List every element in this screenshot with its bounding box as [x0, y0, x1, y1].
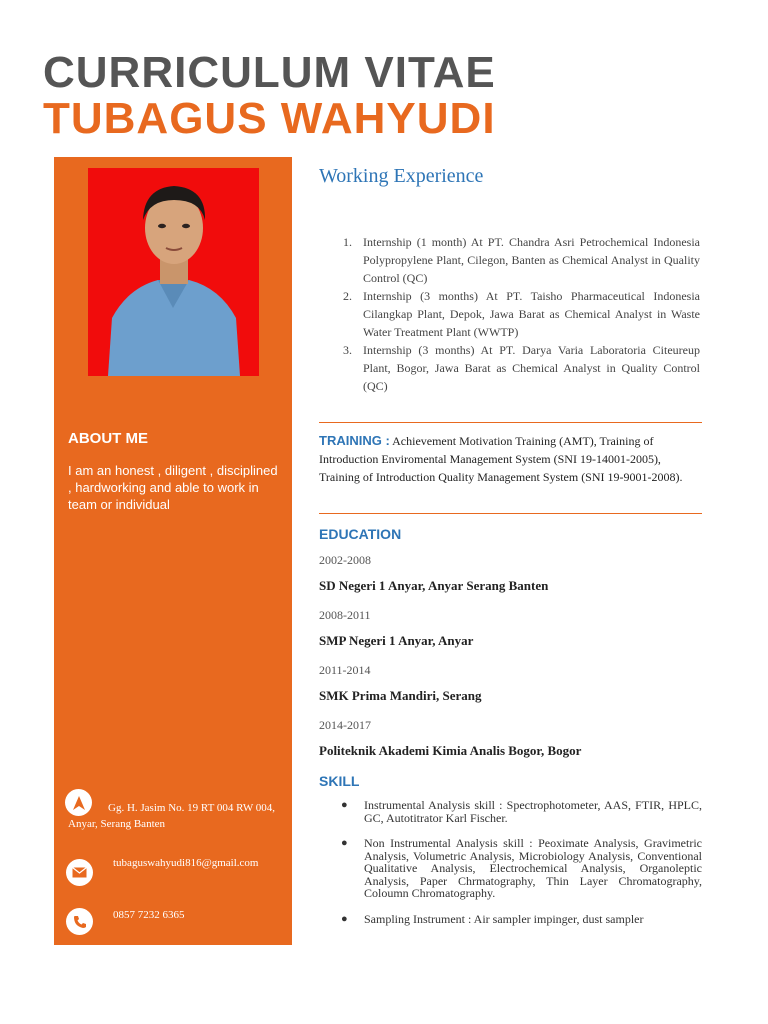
phone-text: 0857 7232 6365	[113, 909, 185, 921]
education-school: SD Negeri 1 Anyar, Anyar Serang Banten	[319, 578, 549, 593]
education-years: 2011-2014	[319, 663, 371, 677]
list-item: 3. Internship (3 months) At PT. Darya Varia Laboratoria Citeureup Plant, Bogor, Jawa Barat as Chemical Analyst in Quality Control (QC)	[343, 343, 700, 393]
education-school: SMP Negeri 1 Anyar, Anyar	[319, 633, 474, 648]
training-text: Achievement Motivation Training (AMT), Training of Introduction Enviromental Management System (SNI 19-14001-2005), Training of Introduction Quality Management System (SNI 19-9001-2008).	[319, 434, 683, 484]
education-years: 2008-2011	[319, 608, 371, 622]
envelope-icon	[66, 859, 93, 886]
education-years: 2014-2017	[319, 718, 371, 732]
working-experience-heading: Working Experience	[319, 165, 484, 187]
list-item: ● Non Instrumental Analysis skill : Peoximate Analysis, Gravimetric Analysis, Volumetric Analysis, Microbiology Analysis, Conventional Qualitative Analysis, Electrochemical Analysis, Organoleptic Analysis, Paper Chrmatography, Thin Layer Chromatography, Coloumn Chromatography.	[341, 836, 702, 900]
experience-list	[343, 233, 700, 395]
person-name: TUBAGUS WAHYUDI	[43, 94, 496, 143]
education-heading: EDUCATION	[319, 526, 402, 542]
training-label: TRAINING :	[319, 433, 390, 448]
education-school: SMK Prima Mandiri, Serang	[319, 688, 482, 703]
list-item: 2. Internship (3 months) At PT. Taisho Pharmaceutical Indonesia Cilangkap Plant, Depok, Jawa Barat as Chemical Analyst in Waste Water Treatment Plant (WWTP)	[343, 289, 700, 339]
email-text: tubaguswahyudi816@gmail.com	[113, 857, 259, 869]
skill-list	[341, 799, 702, 925]
education-school: Politeknik Akademi Kimia Analis Bogor, Bogor	[319, 743, 582, 758]
about-me-heading: ABOUT ME	[68, 430, 148, 447]
divider	[319, 513, 702, 514]
sidebar	[54, 157, 292, 945]
list-item: ● Sampling Instrument : Air sampler impinger, dust sampler	[341, 911, 644, 926]
profile-photo	[88, 168, 259, 376]
skill-heading: SKILL	[319, 773, 360, 789]
phone-icon	[66, 908, 93, 935]
list-item: 1. Internship (1 month) At PT. Chandra Asri Petrochemical Indonesia Polypropylene Plant, Cilegon, Banten as Chemical Analyst in Quality Control (QC)	[343, 235, 700, 285]
profile-photo-illustration	[88, 168, 259, 376]
education-years: 2002-2008	[319, 553, 371, 567]
divider	[319, 422, 702, 423]
about-me-text: I am an honest , diligent , disciplined , hardworking and able to work in team or individual	[68, 463, 278, 512]
training-section	[319, 432, 702, 486]
list-item: ● Instrumental Analysis skill : Spectrophotometer, AAS, FTIR, HPLC, GC, Autotitrator Karl Fischer.	[341, 798, 702, 825]
address-text: Gg. H. Jasim No. 19 RT 004 RW 004, Anyar, Serang Banten	[68, 802, 275, 830]
cv-title: CURRICULUM VITAE	[43, 48, 496, 97]
